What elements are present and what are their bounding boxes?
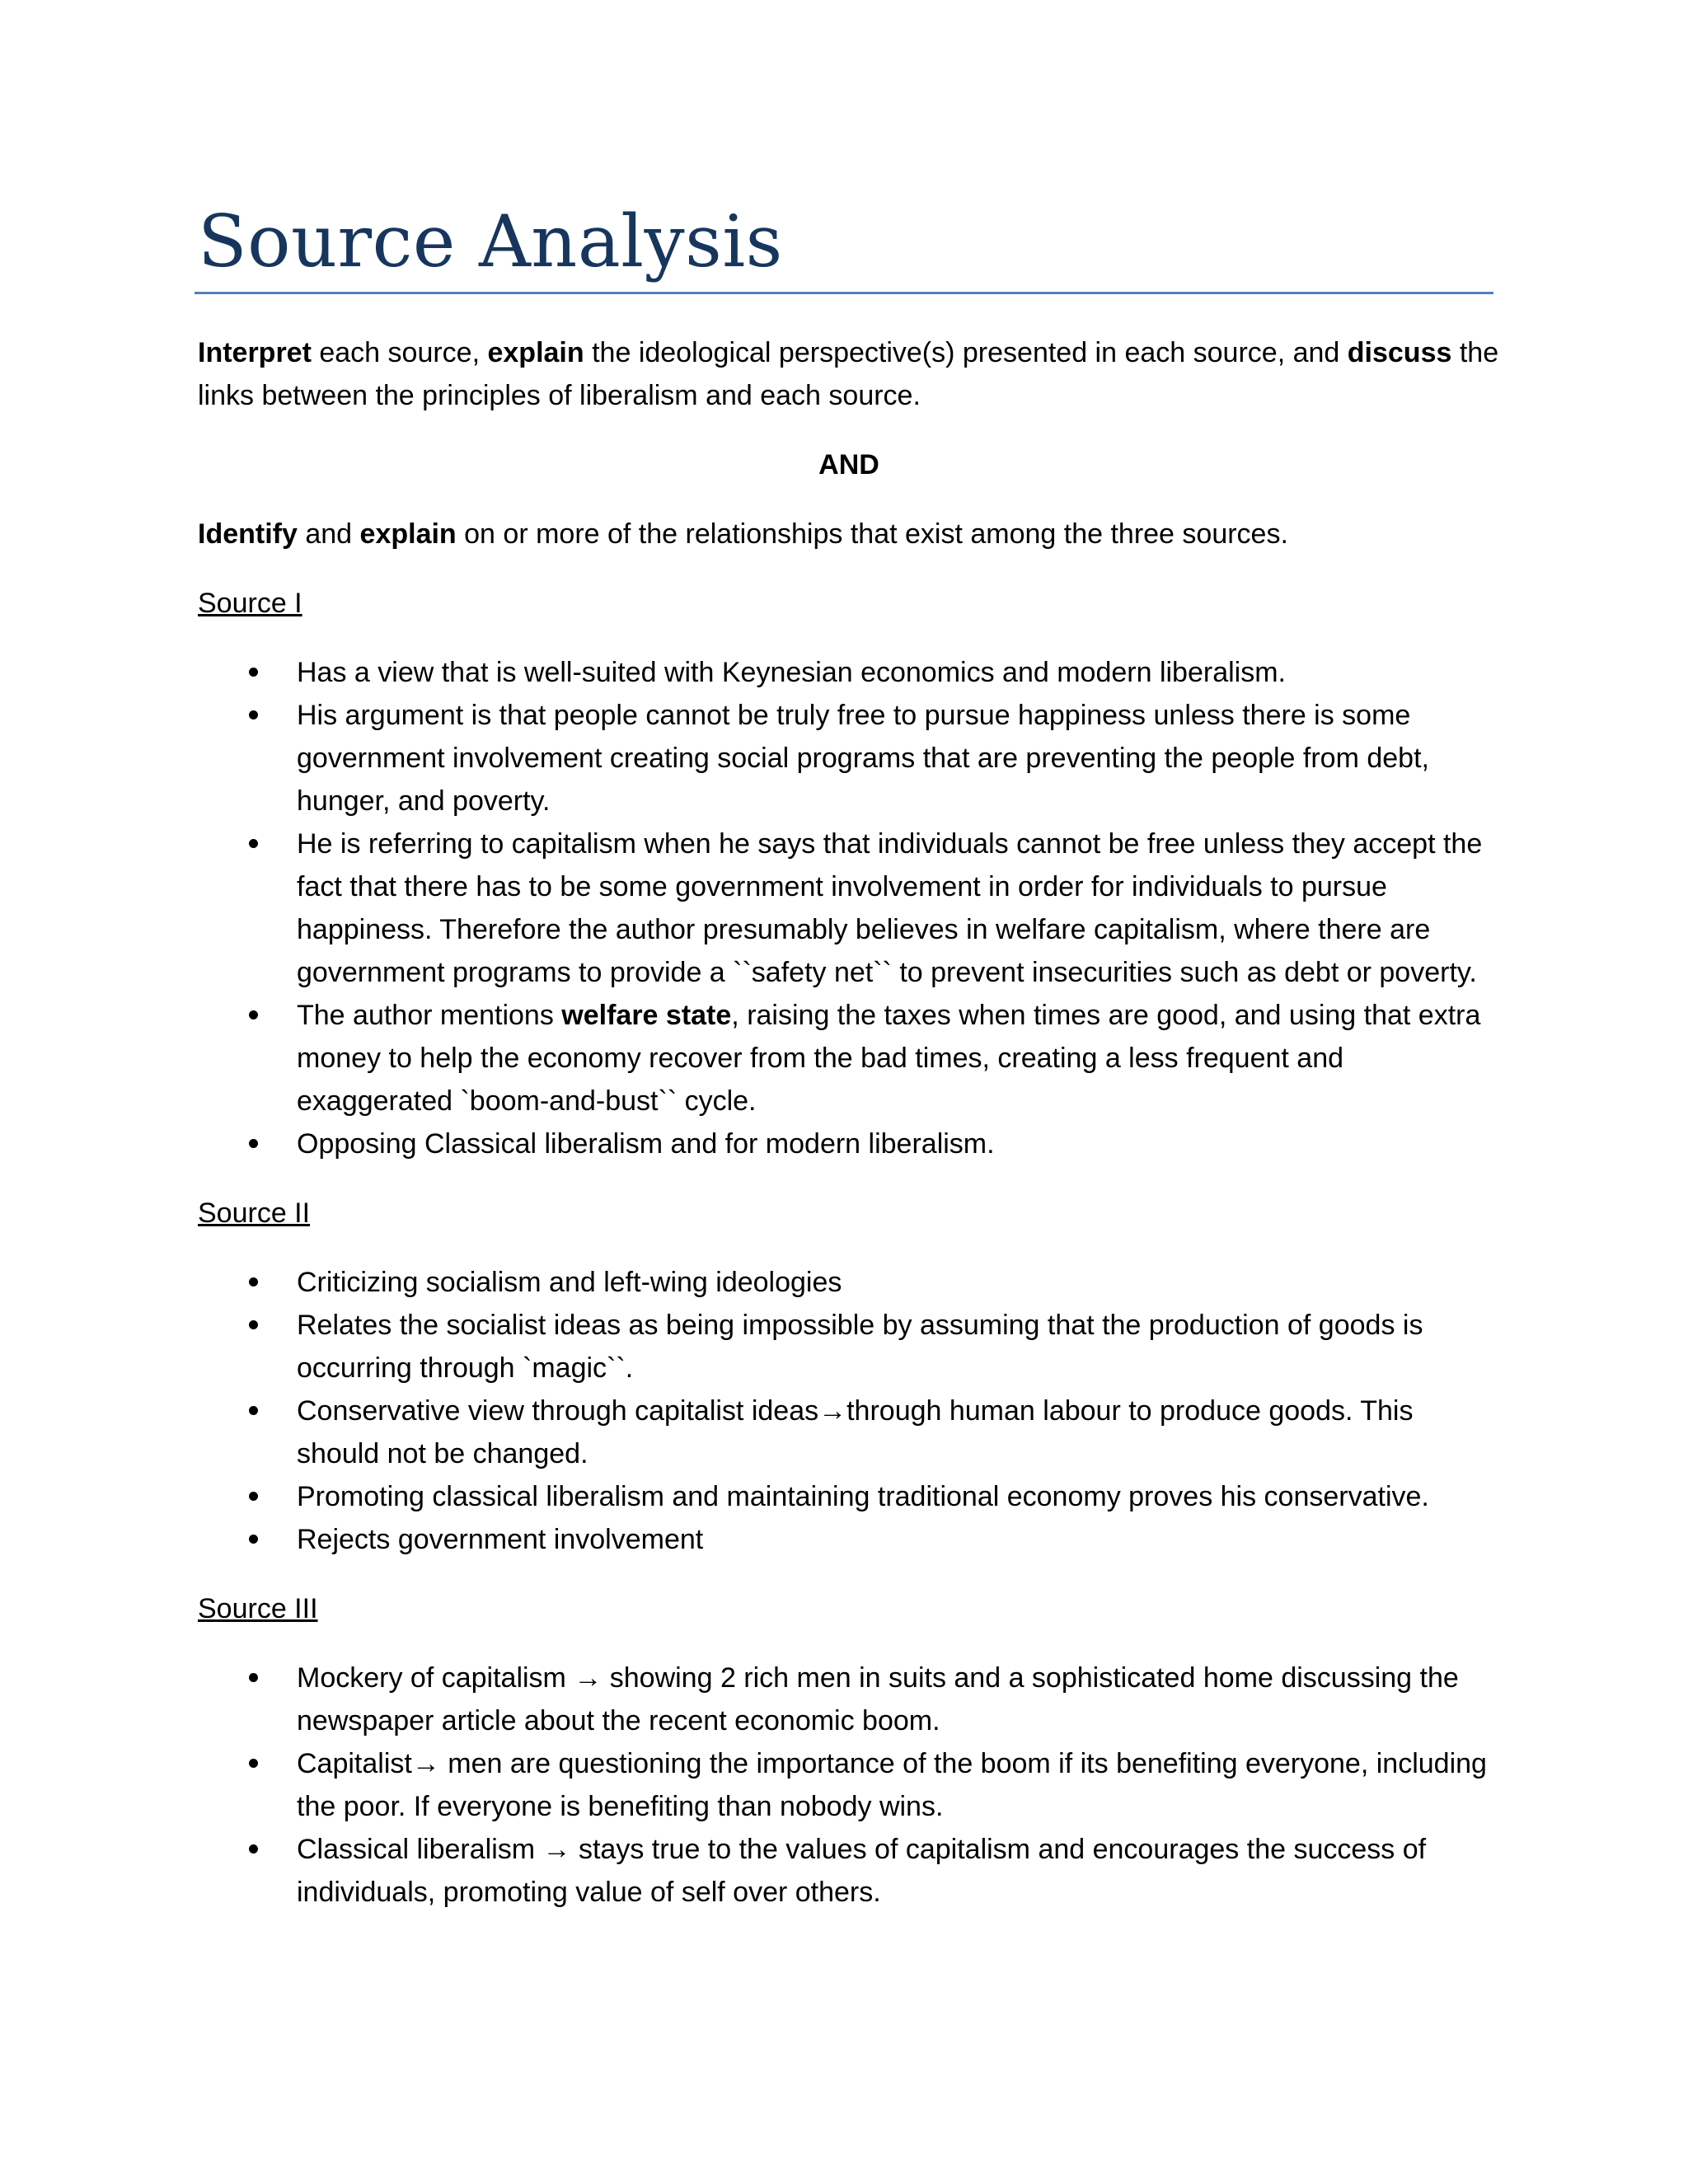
list-item-text: Opposing Classical liberalism and for modern liberalism. bbox=[297, 1128, 995, 1160]
source-3-bullet-list bbox=[198, 1657, 1500, 1914]
list-item-text: Conservative view through capitalist ideas→through human labour to produce goods. This should not be changed. bbox=[297, 1395, 1414, 1469]
list-item-text: Relates the socialist ideas as being impossible by assuming that the production of goods is occurring through `magic``. bbox=[297, 1310, 1423, 1384]
identify-paragraph bbox=[198, 513, 1500, 555]
identify-keyword-identify: Identify bbox=[198, 518, 298, 550]
intro-text-3: the links between the principles of liberalism and each source. bbox=[198, 337, 1499, 411]
list-item-text-post: , raising the taxes when times are good, and using that extra money to help the economy recover from the bad times, creating a less frequent and exaggerated `boom-and-bust`` cycle. bbox=[297, 1000, 1481, 1117]
list-item-text: Promoting classical liberalism and maintaining traditional economy proves his conservative. bbox=[297, 1481, 1429, 1512]
source-2-heading: Source II bbox=[198, 1197, 311, 1229]
bullet-dot-icon bbox=[249, 1406, 258, 1415]
intro-keyword-interpret: Interpret bbox=[198, 337, 312, 368]
bullet-dot-icon bbox=[249, 1759, 258, 1768]
identify-keyword-explain: explain bbox=[359, 518, 457, 550]
page-title: Source Analysis bbox=[198, 199, 783, 284]
list-item bbox=[198, 694, 1500, 823]
title-underline-rule bbox=[195, 292, 1493, 294]
bullet-dot-icon bbox=[249, 1320, 258, 1329]
list-item-text: He is referring to capitalism when he says that individuals cannot be free unless they accept the fact that there has to be some government involvement in order for individuals to pursue happiness. Therefore the author presumably believes in welfare capitalism, where there are government programs to provide a ``safety net`` to prevent insecurities such as debt or poverty. bbox=[297, 828, 1483, 988]
list-item bbox=[198, 1475, 1500, 1518]
list-item bbox=[198, 1304, 1500, 1390]
list-item bbox=[198, 1390, 1500, 1475]
source-1-heading: Source I bbox=[198, 588, 302, 619]
intro-text-2: the ideological perspective(s) presented in each source, and bbox=[584, 337, 1348, 368]
list-item bbox=[198, 1828, 1500, 1914]
list-item bbox=[198, 823, 1500, 994]
intro-paragraph bbox=[198, 331, 1500, 417]
document-body bbox=[198, 331, 1500, 1940]
welfare-state-emphasis: welfare state bbox=[561, 1000, 732, 1031]
bullet-dot-icon bbox=[249, 710, 258, 719]
bullet-dot-icon bbox=[249, 839, 258, 848]
list-item-text: Capitalist→ men are questioning the importance of the boom if its benefiting everyone, including the poor. If everyone is benefiting than nobody wins. bbox=[297, 1748, 1487, 1822]
intro-text-1: each source, bbox=[311, 337, 488, 368]
source-2-bullet-list bbox=[198, 1261, 1500, 1561]
list-item bbox=[198, 1261, 1500, 1304]
bullet-dot-icon bbox=[249, 1535, 258, 1544]
list-item bbox=[198, 651, 1500, 694]
intro-keyword-discuss: discuss bbox=[1347, 337, 1452, 368]
source-1-bullet-list bbox=[198, 651, 1500, 1165]
list-item-text: Mockery of capitalism → showing 2 rich men in suits and a sophisticated home discussing the newspaper article about the recent economic boom. bbox=[297, 1662, 1459, 1736]
list-item bbox=[198, 1122, 1500, 1165]
intro-keyword-explain: explain bbox=[487, 337, 584, 368]
source-3-heading: Source III bbox=[198, 1593, 318, 1624]
bullet-dot-icon bbox=[249, 1139, 258, 1148]
bullet-dot-icon bbox=[249, 668, 258, 677]
identify-text-2: on or more of the relationships that exist among the three sources. bbox=[456, 518, 1288, 550]
list-item bbox=[198, 1518, 1500, 1561]
list-item bbox=[198, 1657, 1500, 1742]
bullet-dot-icon bbox=[249, 1010, 258, 1019]
list-item bbox=[198, 994, 1500, 1122]
and-separator: AND bbox=[818, 449, 879, 480]
list-item-text: His argument is that people cannot be truly free to pursue happiness unless there is some government involvement creating social programs that are preventing the people from debt, hunger, and poverty. bbox=[297, 700, 1429, 817]
bullet-dot-icon bbox=[249, 1277, 258, 1286]
identify-text-1: and bbox=[297, 518, 360, 550]
list-item-text: Rejects government involvement bbox=[297, 1524, 704, 1555]
bullet-dot-icon bbox=[249, 1492, 258, 1501]
list-item-text: Has a view that is well-suited with Keynesian economics and modern liberalism. bbox=[297, 657, 1286, 688]
bullet-dot-icon bbox=[249, 1673, 258, 1682]
bullet-dot-icon bbox=[249, 1844, 258, 1854]
list-item-text: Classical liberalism → stays true to the values of capitalism and encourages the success of individuals, promoting value of self over others. bbox=[297, 1834, 1427, 1908]
list-item-text: Criticizing socialism and left-wing ideologies bbox=[297, 1267, 842, 1298]
list-item bbox=[198, 1742, 1500, 1828]
list-item-text-pre: The author mentions bbox=[297, 1000, 562, 1031]
